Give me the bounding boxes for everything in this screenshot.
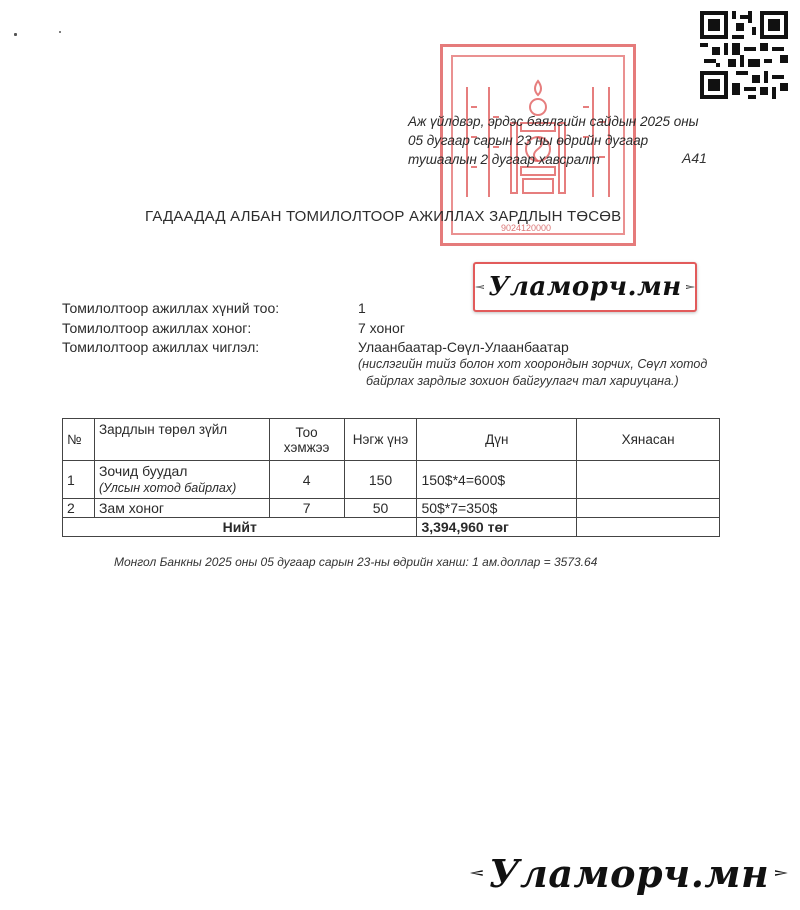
row-total: 150$*4=600$ [417,461,577,499]
row-no: 2 [63,499,95,518]
row-no: 1 [63,461,95,499]
total-value: 3,394,960 төг [417,518,577,537]
wing-right-icon [686,280,695,294]
qr-code [700,10,788,100]
table-header-row [63,419,720,461]
table-total-row [63,518,720,537]
seal-number: 9024120000 [501,223,552,233]
table-row [63,461,720,499]
row-type-note: (Улсын хотод байрлах) [98,480,237,495]
row-control [577,499,720,518]
row-total: 50$*7=350$ [417,499,577,518]
row-unit-price: 150 [344,461,417,499]
wing-left-icon [470,863,483,883]
people-count-label: Томилолтоор ажиллах хүний тоо: [62,300,280,316]
row-type: Зочид буудал [98,462,188,479]
watermark-text: Уламорч.мн [488,272,682,302]
table-row [63,499,720,518]
wing-left-icon [475,280,484,294]
row-qty: 7 [269,499,344,518]
header-qty: Тоо хэмжээ [269,419,344,461]
total-label: Нийт [63,518,417,537]
days-value: 7 хоног [358,320,405,336]
route-note-line-2: байрлах зардлыг зохион байгуулагч тал хариуцана.) [366,374,679,388]
route-label: Томилолтоор ажиллах чиглэл: [62,339,260,355]
expense-table [62,418,720,537]
row-type: Зам хоног [94,499,269,518]
days-label: Томилолтоор ажиллах хоног: [62,320,252,336]
header-note-line-3: тушаалын 2 дугаар хавсралт [408,152,600,167]
exchange-rate-note: Монгол Банкны 2025 оны 05 дугаар сарын 23-ны өдрийн ханш: 1 ам.доллар = 3573.64 [114,555,598,569]
row-unit-price: 50 [344,499,417,518]
header-type: Зардлын төрөл зүйл [94,419,269,461]
row-type-cell [94,461,269,499]
route-note-line-1: (нислэгийн тийз болон хот хоорондын зорчих, Сөүл хотод [358,357,708,371]
header-note-line-2: 05 дугаар сарын 23 ны өдрийн дугаар [408,133,649,148]
people-count-value: 1 [358,300,366,316]
header-no: № [63,419,95,461]
row-qty: 4 [269,461,344,499]
watermark-bottom [470,842,788,904]
wing-right-icon [775,863,788,883]
row-control [577,461,720,499]
route-value: Улаанбаатар-Сөүл-Улаанбаатар [358,339,569,355]
watermark-badge [473,262,697,312]
header-note-line-1: Аж үйлдвэр, эрдэс баялгийн сайдын 2025 оны [408,114,699,129]
document-title: ГАДААДАД АЛБАН ТОМИЛОЛТООР АЖИЛЛАХ ЗАРДЛЫН ТӨСӨВ [145,208,622,225]
header-control: Хянасан [577,419,720,461]
order-number: А41 [682,150,707,166]
watermark-bottom-text: Уламорч.мн [488,850,770,896]
total-control [577,518,720,537]
header-total: Дүн [417,419,577,461]
header-unit-price: Нэгж үнэ [344,419,417,461]
